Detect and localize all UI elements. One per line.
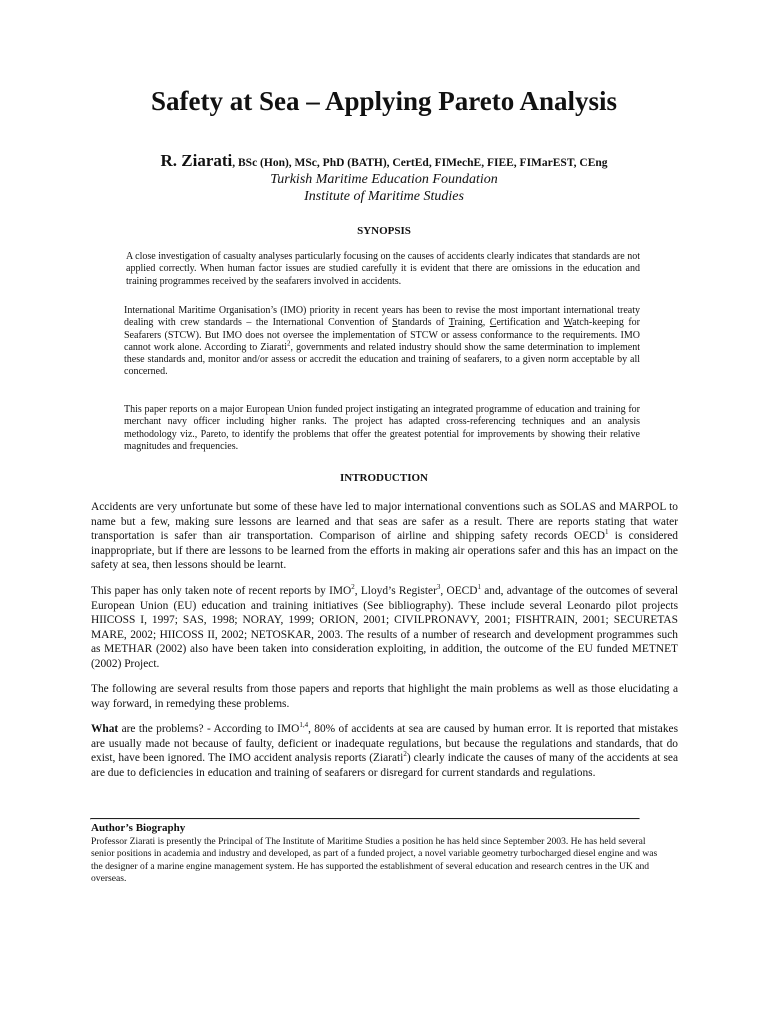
intro-p1-text: Accidents are very unfortunate but some of these have led to major international conventions such as SOLAS and MARPOL to name but a few, making sure lessons are learned and that seas are safer as a result. There are reports stating that water transportation is safer than air transportation. Comparison of airline and shipping safety records OECD bbox=[91, 501, 678, 542]
synopsis-paragraph-3: This paper reports on a major European Union funded project instigating an integrated programme of education and training for merchant navy officer including higher ranks. The project has adapted cross-referencing techniques and an analysis methodology viz., Pareto, to identify the problems that offer the greatest potential for improvements by showing their relative magnitudes and frequencies. bbox=[124, 404, 640, 452]
synopsis-paragraph-1: A close investigation of casualty analyses particularly focusing on the causes of accidents clearly indicates that standards are not applied correctly. When human factor issues are studied carefully it is evident that there are omissions in the education and training programmes received by the seafarers involved in accidents. bbox=[126, 251, 640, 287]
author-line bbox=[0, 151, 768, 171]
intro-p4-text: ) clearly indicate the causes of many of the accidents at sea are due to deficiencies in education and training of seafarers or disregard for current standards and regulations. bbox=[91, 752, 678, 779]
intro-p2-text: This paper has only taken note of recent reports by IMO bbox=[91, 585, 352, 597]
synopsis-p2-text: International Maritime Organisation’s (IMO) priority in recent years has been to revise the most important international treaty dealing with crew standards – the International Convention of bbox=[124, 305, 640, 329]
synopsis-heading: SYNOPSIS bbox=[357, 225, 411, 237]
what-keyword: What bbox=[91, 723, 119, 735]
biography-heading: Author’s Biography bbox=[91, 822, 186, 834]
intro-p2-text: and, advantage of the outcomes of several European Union (EU) education and training initiatives (See bibliography). These include several Leonardo pilot projects HIICOSS I, 1997; SAS, 1998; NORAY, 1999; ORION, 2001; CIVILPRONAVY, 2001; FISHTRAIN, 2001; SECURETAS MARE, 2002; HIICOSS II, 2002; NETOSKAR, 2003. The results of a number of research and development programmes such as METHAR (2002) also have been taken into consideration exploiting, in addition, the outcome of the EU funded METNET (2002) Project. bbox=[91, 585, 679, 670]
synopsis-p2-text: tandards of bbox=[397, 317, 449, 329]
stcw-letter-c: C bbox=[489, 317, 497, 329]
citation-superscript: 1 bbox=[605, 528, 609, 537]
footnote-divider bbox=[90, 818, 640, 820]
intro-p1-text: is considered inappropriate, but if there are lessons to be learned from the efforts in making air operations safer and this has an impact on the safety at sea, then lessons should be learnt. bbox=[91, 530, 678, 571]
affiliation-institute: Institute of Maritime Studies bbox=[304, 189, 464, 204]
author-name: R. Ziarati bbox=[160, 151, 233, 170]
citation-superscript: 2 bbox=[287, 339, 291, 348]
synopsis-p2-text: atch-keeping for Seafarers (STCW). But IMO does not oversee the implementation of STCW or assess conformance to the requirements. IMO cannot work alone. According to Ziarati bbox=[124, 317, 641, 353]
paper-title: Safety at Sea – Applying Pareto Analysis bbox=[150, 86, 618, 116]
synopsis-p2-text: ertification and bbox=[496, 317, 564, 329]
citation-superscript: 3 bbox=[436, 583, 441, 592]
intro-p2-text: , OECD bbox=[440, 585, 478, 597]
stcw-letter-s: S bbox=[392, 317, 398, 329]
intro-p4-text: are the problems? - According to IMO bbox=[118, 723, 300, 735]
citation-superscript: 2 bbox=[403, 750, 407, 759]
introduction-paragraph-1 bbox=[91, 500, 678, 573]
introduction-paragraph-4 bbox=[91, 722, 678, 780]
citation-superscript: 2 bbox=[351, 583, 355, 592]
affiliation-foundation: Turkish Maritime Education Foundation bbox=[270, 172, 498, 187]
stcw-letter-w: W bbox=[563, 317, 573, 329]
introduction-paragraph-3: The following are several results from those papers and reports that highlight the main problems as well as those elucidating a way forward, in remedying these problems. bbox=[91, 683, 678, 710]
introduction-paragraph-2 bbox=[91, 584, 678, 671]
stcw-letter-t: T bbox=[448, 317, 455, 329]
biography-text: Professor Ziarati is presently the Principal of The Institute of Maritime Studies a position he has held since September 2003. He has held several senior positions in academia and industry and developed, as part of a funded project, a novel variable geometry turbocharged diesel engine and was the designer of a marine engine management system. He has supported the establishment of several education and research centres in the UK and overseas. bbox=[91, 836, 658, 885]
synopsis-p2-text: , governments and related industry should show the same determination to implement these standards and, monitor and/or assess or accredit the education and training of seafarers, to a given norm acceptable by all concerned. bbox=[124, 341, 640, 378]
synopsis-paragraph-2 bbox=[124, 305, 640, 379]
introduction-heading: INTRODUCTION bbox=[339, 472, 428, 484]
intro-p4-text: , 80% of accidents at sea are caused by human error. It is reported that mistakes are usually made not because of faulty, deficient or inadequate regulations, but because the regulations and standards, that do exist, have been ignored. The IMO accident analysis reports (Ziarati bbox=[91, 723, 679, 764]
citation-superscript: 1 bbox=[477, 583, 481, 592]
intro-p2-text: , Lloyd’s Register bbox=[354, 585, 437, 597]
synopsis-p2-text: raining, bbox=[454, 317, 490, 329]
author-qualifications: , BSc (Hon), MSc, PhD (BATH), CertEd, FIMechE, FIEE, FIMarEST, CEng bbox=[232, 157, 608, 169]
citation-superscript: 1,4 bbox=[299, 721, 309, 730]
